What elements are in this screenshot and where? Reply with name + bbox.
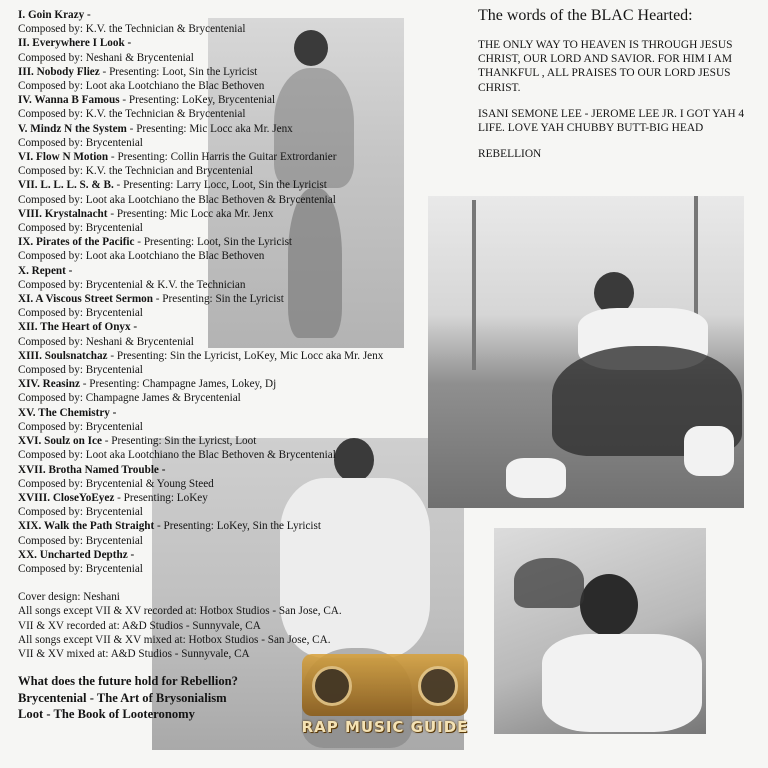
track-title: V. Mindz N the System bbox=[18, 122, 127, 135]
dedication-block bbox=[478, 6, 758, 173]
track-composed: Composed by: Brycentenial & K.V. the Technician bbox=[18, 278, 246, 291]
track-title: XX. Uncharted Depthz - bbox=[18, 548, 135, 561]
track-title-row bbox=[18, 463, 488, 477]
credit-line: VII & XV recorded at: A&D Studios - Sunnyvale, CA bbox=[18, 619, 261, 632]
track-presenting: - Presenting: LoKey, Sin the Lyricist bbox=[154, 520, 321, 533]
track-composed: Composed by: K.V. the Technician and Brycentenial bbox=[18, 165, 253, 178]
track-presenting: - Presenting: Sin the Lyricst, Loot bbox=[101, 435, 257, 448]
photo-man-reclining bbox=[494, 528, 706, 734]
track-composed: Composed by: Champagne James & Brycentenial bbox=[18, 392, 241, 405]
track-title-row bbox=[18, 491, 488, 505]
track-presenting: - Presenting: Sin the Lyricist, LoKey, Mic Locc aka Mr. Jenx bbox=[107, 349, 384, 362]
track-composed: Composed by: Neshani & Brycentenial bbox=[18, 51, 194, 64]
track-title-row bbox=[18, 349, 488, 363]
rap-music-guide-watermark bbox=[290, 652, 480, 744]
track-title-row bbox=[18, 150, 488, 164]
track-title-row bbox=[18, 93, 488, 107]
track-title-row bbox=[18, 235, 488, 249]
track-presenting: - Presenting: Sin the Lyricist bbox=[152, 293, 284, 306]
credit-line: All songs except VII & XV recorded at: Hotbox Studios - San Jose, CA. bbox=[18, 605, 342, 618]
track-title-row bbox=[18, 406, 488, 420]
track-title-row bbox=[18, 320, 488, 334]
track-composed: Composed by: Brycentenial bbox=[18, 506, 143, 519]
track-composed: Composed by: Brycentenial bbox=[18, 136, 143, 149]
track-title: XI. A Viscous Street Sermon bbox=[18, 293, 153, 306]
track-title: XIX. Walk the Path Straight bbox=[18, 520, 155, 533]
track-title: IX. Pirates of the Pacific bbox=[18, 236, 135, 249]
track-title: XVIII. CloseYoEyez bbox=[18, 491, 115, 504]
track-composed: Composed by: Loot aka Lootchiano the Blac Bethoven & Brycentenial bbox=[18, 449, 336, 462]
track-list bbox=[18, 8, 488, 722]
track-title-row bbox=[18, 377, 488, 391]
track-title: VI. Flow N Motion bbox=[18, 151, 109, 164]
track-composed: Composed by: Brycentenial & Young Steed bbox=[18, 477, 214, 490]
track-title: XII. The Heart of Onyx - bbox=[18, 321, 138, 334]
track-composed: Composed by: Brycentenial bbox=[18, 562, 143, 575]
track-presenting: - Presenting: Mic Locc aka Mr. Jenx bbox=[126, 122, 293, 135]
track-title: III. Nobody Fliez bbox=[18, 65, 100, 78]
track-title: VII. L. L. L. S. & B. bbox=[18, 179, 114, 192]
track-composed: Composed by: Loot aka Lootchiano the Blac Bethoven bbox=[18, 80, 265, 93]
track-title: XVII. Brotha Named Trouble - bbox=[18, 463, 166, 476]
track-title-row bbox=[18, 178, 488, 192]
track-composed: Composed by: Brycentenial bbox=[18, 364, 143, 377]
track-title: XIV. Reasinz bbox=[18, 378, 80, 391]
track-title: IV. Wanna B Famous bbox=[18, 94, 120, 107]
track-presenting: - Presenting: Larry Locc, Loot, Sin the Lyricist bbox=[113, 179, 327, 192]
track-title-row bbox=[18, 65, 488, 79]
track-title-row bbox=[18, 8, 488, 22]
track-presenting: - Presenting: LoKey bbox=[114, 491, 208, 504]
track-composed: Composed by: Brycentenial bbox=[18, 307, 143, 320]
track-composed: Composed by: Brycentenial bbox=[18, 222, 143, 235]
dedication-paragraph-family: ISANI SEMONE LEE - JEROME LEE JR. I GOT YAH 4 LIFE. LOVE YAH CHUBBY BUTT-BIG HEAD bbox=[478, 107, 745, 135]
track-title: VIII. Krystalnacht bbox=[18, 207, 108, 220]
track-title-row bbox=[18, 548, 488, 562]
track-title-row bbox=[18, 207, 488, 221]
track-title: X. Repent - bbox=[18, 264, 73, 277]
track-presenting: - Presenting: Loot, Sin the Lyricist bbox=[99, 65, 258, 78]
production-credits bbox=[18, 590, 488, 661]
watermark-text: RAP MUSIC GUIDE bbox=[301, 718, 469, 736]
track-title-row bbox=[18, 434, 488, 448]
credit-line: All songs except VII & XV mixed at: Hotbox Studios - San Jose, CA. bbox=[18, 633, 331, 646]
track-presenting: - Presenting: Collin Harris the Guitar Extrordanier bbox=[108, 151, 337, 164]
dedication-paragraph-faith: THE ONLY WAY TO HEAVEN IS THROUGH JESUS CHRIST, OUR LORD AND SAVIOR. FOR HIM I AM THANKFUL , ALL PRAISES TO OUR LORD JESUS CHRIST. bbox=[478, 39, 733, 94]
track-title-row bbox=[18, 519, 488, 533]
dedication-title: The words of the BLAC Hearted: bbox=[478, 7, 693, 24]
track-title: II. Everywhere I Look - bbox=[18, 37, 132, 50]
track-composed: Composed by: Loot aka Lootchiano the Blac Bethoven bbox=[18, 250, 265, 263]
credit-line: VII & XV mixed at: A&D Studios - Sunnyvale, CA bbox=[18, 647, 250, 660]
track-title: XVI. Soulz on Ice bbox=[18, 435, 102, 448]
track-composed: Composed by: Brycentenial bbox=[18, 420, 143, 433]
track-title-row bbox=[18, 264, 488, 278]
track-composed: Composed by: K.V. the Technician & Brycentenial bbox=[18, 108, 246, 121]
future-line: What does the future hold for Rebellion? bbox=[18, 674, 238, 689]
track-presenting: - Presenting: Loot, Sin the Lyricist bbox=[134, 236, 293, 249]
dedication-signature: REBELLION bbox=[478, 148, 542, 161]
track-composed: Composed by: K.V. the Technician & Brycentenial bbox=[18, 23, 246, 36]
track-presenting: - Presenting: LoKey, Brycentenial bbox=[119, 94, 276, 107]
track-composed: Composed by: Loot aka Lootchiano the Blac Bethoven & Brycentenial bbox=[18, 193, 336, 206]
track-title: XV. The Chemistry - bbox=[18, 406, 117, 419]
track-composed: Composed by: Brycentenial bbox=[18, 534, 143, 547]
track-title: XIII. Soulsnatchaz bbox=[18, 349, 108, 362]
future-line: Loot - The Book of Looteronomy bbox=[18, 706, 195, 721]
track-title-row bbox=[18, 122, 488, 136]
boombox-logo-icon bbox=[302, 654, 468, 716]
track-title-row bbox=[18, 292, 488, 306]
credit-line: Cover design: Neshani bbox=[18, 591, 120, 604]
track-composed: Composed by: Neshani & Brycentenial bbox=[18, 335, 194, 348]
track-presenting: - Presenting: Mic Locc aka Mr. Jenx bbox=[107, 207, 274, 220]
track-title-row bbox=[18, 36, 488, 50]
future-line: Brycentenial - The Art of Brysonialism bbox=[18, 690, 227, 705]
track-presenting: - Presenting: Champagne James, Lokey, Dj bbox=[79, 378, 277, 391]
track-title: I. Goin Krazy - bbox=[18, 9, 91, 21]
